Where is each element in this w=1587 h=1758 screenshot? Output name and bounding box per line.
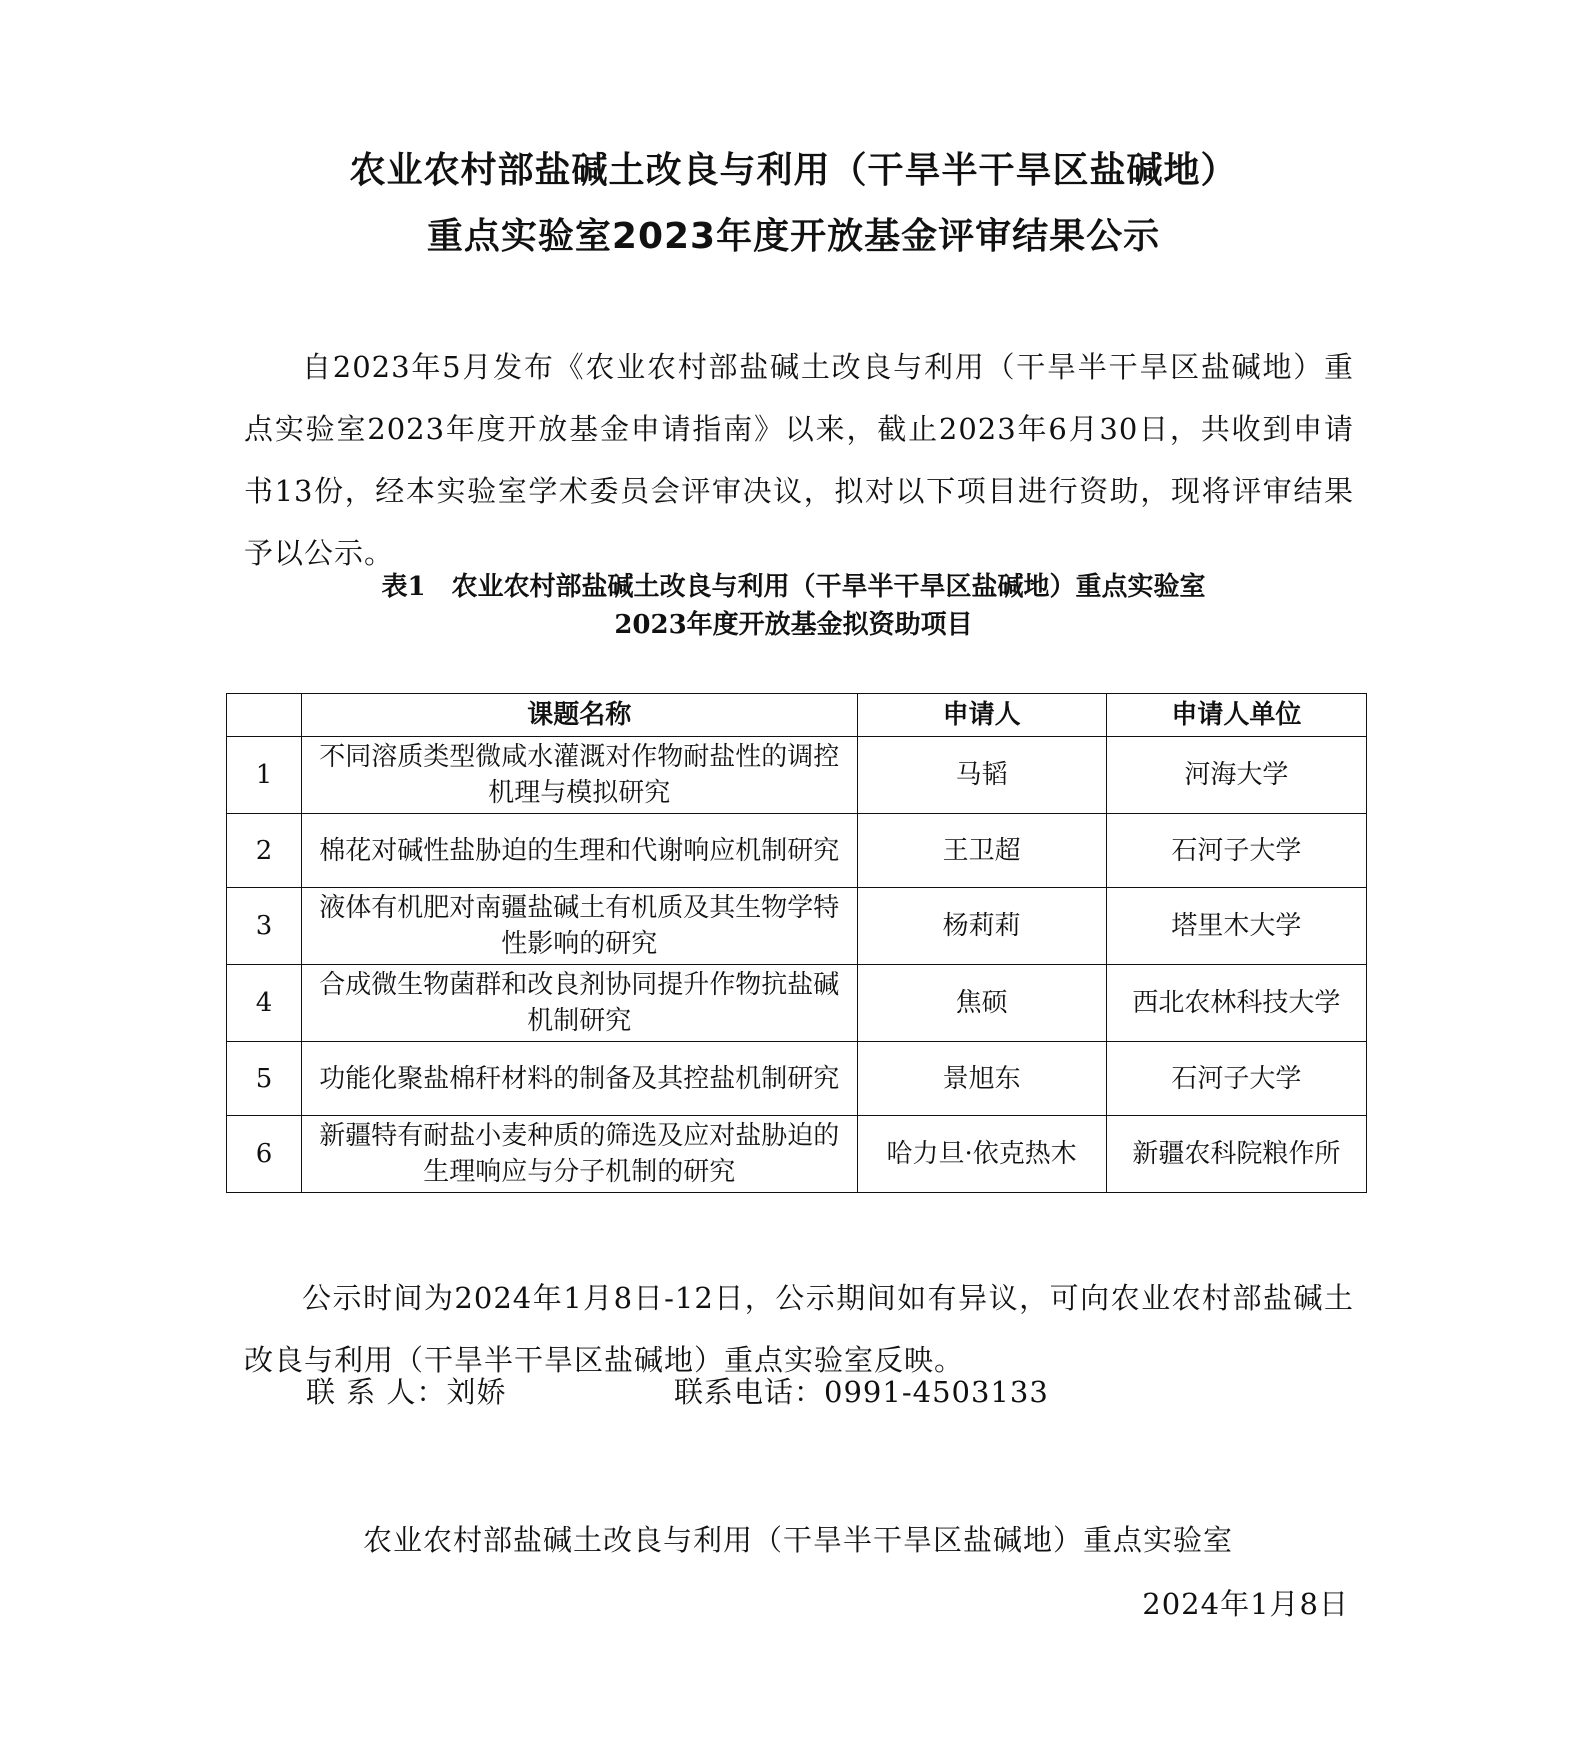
cell-applicant: 哈力旦·依克热木 — [857, 1116, 1106, 1193]
contact-person — [306, 1370, 506, 1411]
cell-no: 2 — [227, 814, 302, 888]
contact-phone-number: 0991-4503133 — [824, 1375, 1049, 1409]
cell-applicant: 景旭东 — [857, 1042, 1106, 1116]
cell-unit: 新疆农科院粮作所 — [1106, 1116, 1366, 1193]
contact-person-name: 刘娇 — [446, 1375, 507, 1409]
cell-topic: 新疆特有耐盐小麦种质的筛选及应对盐胁迫的生理响应与分子机制的研究 — [302, 1116, 857, 1193]
table-row — [227, 814, 1367, 888]
table-caption-line1: 表1 农业农村部盐碱土改良与利用（干旱半干旱区盐碱地）重点实验室 — [381, 572, 1206, 602]
cell-topic: 合成微生物菌群和改良剂协同提升作物抗盐碱机制研究 — [302, 965, 857, 1042]
cell-no: 3 — [227, 888, 302, 965]
cell-applicant: 杨莉莉 — [857, 888, 1106, 965]
table-header-row — [227, 694, 1367, 737]
cell-topic: 棉花对碱性盐胁迫的生理和代谢响应机制研究 — [302, 814, 857, 888]
table-row — [227, 737, 1367, 814]
cell-no: 1 — [227, 737, 302, 814]
cell-applicant: 焦硕 — [857, 965, 1106, 1042]
cell-applicant: 马韬 — [857, 737, 1106, 814]
contact-person-label: 联 系 人： — [306, 1375, 447, 1409]
cell-no: 6 — [227, 1116, 302, 1193]
contact-phone-label: 联系电话： — [674, 1375, 825, 1409]
signature-date: 2024年1月8日 — [1142, 1587, 1349, 1621]
document-title-line1: 农业农村部盐碱土改良与利用（干旱半干旱区盐碱地） — [349, 150, 1238, 191]
cell-unit: 石河子大学 — [1106, 1042, 1366, 1116]
cell-unit: 石河子大学 — [1106, 814, 1366, 888]
header-no — [227, 694, 302, 737]
document-title-line2: 重点实验室2023年度开放基金评审结果公示 — [426, 216, 1161, 257]
cell-topic: 功能化聚盐棉秆材料的制备及其控盐机制研究 — [302, 1042, 857, 1116]
cell-no: 5 — [227, 1042, 302, 1116]
cell-no: 4 — [227, 965, 302, 1042]
header-applicant: 申请人 — [857, 694, 1106, 737]
notice-paragraph: 公示时间为2024年1月8日-12日，公示期间如有异议，可向农业农村部盐碱土改良与利用（干旱半干旱区盐碱地）重点实验室反映。 — [244, 1281, 1354, 1377]
funded-projects-table — [226, 693, 1367, 1193]
table-row — [227, 1042, 1367, 1116]
cell-unit: 河海大学 — [1106, 737, 1366, 814]
cell-applicant: 王卫超 — [857, 814, 1106, 888]
table-row — [227, 1116, 1367, 1193]
table-row — [227, 888, 1367, 965]
table-row — [227, 965, 1367, 1042]
cell-topic: 液体有机肥对南疆盐碱土有机质及其生物学特性影响的研究 — [302, 888, 857, 965]
contact-phone — [674, 1370, 1049, 1411]
cell-topic: 不同溶质类型微咸水灌溉对作物耐盐性的调控机理与模拟研究 — [302, 737, 857, 814]
header-topic: 课题名称 — [302, 694, 857, 737]
cell-unit: 塔里木大学 — [1106, 888, 1366, 965]
signature-organization: 农业农村部盐碱土改良与利用（干旱半干旱区盐碱地）重点实验室 — [363, 1523, 1234, 1557]
header-unit: 申请人单位 — [1106, 694, 1366, 737]
intro-paragraph: 自2023年5月发布《农业农村部盐碱土改良与利用（干旱半干旱区盐碱地）重点实验室2023年度开放基金申请指南》以来，截止2023年6月30日，共收到申请书13份，经本实验室学术委员会评审决议，拟对以下项目进行资助，现将评审结果予以公示。 — [244, 350, 1354, 570]
table-caption-line2: 2023年度开放基金拟资助项目 — [614, 610, 973, 640]
cell-unit: 西北农林科技大学 — [1106, 965, 1366, 1042]
